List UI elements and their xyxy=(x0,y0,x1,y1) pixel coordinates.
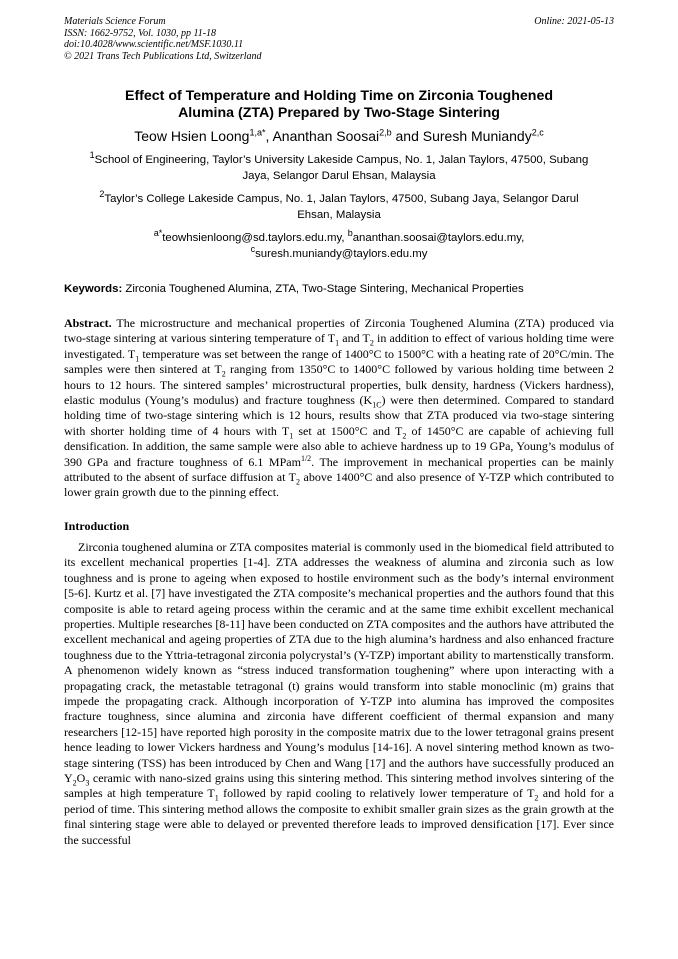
subscript: 1 xyxy=(135,354,140,364)
body-text: ceramic with nano-sized grains using this sintering method. This sintering method involves sintering of the samples at high temperature T xyxy=(64,770,614,801)
subscript: 1 xyxy=(335,338,340,348)
affiliation-1 xyxy=(64,150,614,184)
author-affiliation-mark: 2,c xyxy=(531,127,544,138)
introduction-paragraph xyxy=(64,540,614,848)
journal-doi[interactable]: doi:10.4028/www.scientific.net/MSF.1030.11 xyxy=(64,39,244,50)
subscript: 2 xyxy=(534,793,539,803)
email-link[interactable]: teowhsienloong@sd.taylors.edu.my, xyxy=(162,232,348,244)
abstract-text: ) were then determined. Compared to standard holding time of two-stage sintering which is 12 hours, results show that ZTA produced via two-stage sintering with shorter holding time of 4 hours with T xyxy=(64,393,615,438)
body-text: and hold for a period of time. This sintering method allows the composite to exhibit smaller grain sizes as the grain growth at the final sintering stage were able to delayed or prevented therefore leads to improved densification [17]. Ever since the successful xyxy=(64,786,614,847)
email-mark: c xyxy=(250,243,256,254)
subscript: 2 xyxy=(72,778,77,788)
abstract-label: Abstract. xyxy=(64,316,112,330)
journal-name: Materials Science Forum xyxy=(64,16,166,27)
subscript: 2 xyxy=(402,431,407,441)
keywords xyxy=(64,282,614,297)
keywords-label: Keywords: xyxy=(64,283,123,295)
section-heading-introduction: Introduction xyxy=(64,518,130,533)
keywords-text: Zirconia Toughened Alumina, ZTA, Two-Stage Sintering, Mechanical Properties xyxy=(122,283,524,295)
author-list xyxy=(64,128,614,145)
affiliation-mark: 2 xyxy=(99,189,105,200)
subscript: 3 xyxy=(85,778,90,788)
paper-title xyxy=(64,88,614,122)
subscript: 2 xyxy=(369,338,374,348)
email-link[interactable]: ananthan.soosai@taylors.edu.my, xyxy=(352,232,525,244)
subscript: 1 xyxy=(289,431,294,441)
subscript: 2 xyxy=(221,369,226,379)
abstract-text: and T xyxy=(339,331,370,346)
affiliation-text: School of Engineering, Taylor’s University Lakeside Campus, No. 1, Jalan Taylors, 47500, Subang Jaya, Selangor Darul Ehsan, Malaysia xyxy=(94,154,589,182)
abstract-text: . The improvement in mechanical properties can be mainly attributed to the absent of surface diffusion at T xyxy=(64,454,615,485)
author-affiliation-mark: 2,b xyxy=(379,127,392,138)
email-link[interactable]: suresh.muniandy@taylors.edu.my xyxy=(255,247,428,260)
body-text: O xyxy=(76,770,86,785)
abstract-text: set at 1500°C and T xyxy=(293,423,403,438)
abstract-text: ranging from 1350°C to 1400°C followed by various holding time between 2 hours to 12 hours. The sintered samples’ microstructural properties, bulk density, hardness (Vickers hardness), elastic modulus (Young’s modulus) and fracture toughness (K xyxy=(64,362,614,408)
abstract-text: temperature was set between the range of 1400°C to 1500°C with a heating rate of 20°C/min. The samples were then sintered at T xyxy=(64,346,614,377)
subscript: 1 xyxy=(214,793,219,803)
author-name: Suresh Muniandy xyxy=(422,128,532,144)
body-text: followed by rapid cooling to relatively lower temperature of T xyxy=(218,786,535,801)
abstract xyxy=(64,316,614,501)
journal-issn: ISSN: 1662-9752, Vol. 1030, pp 11-18 xyxy=(64,27,217,39)
email-mark: b xyxy=(347,228,353,239)
author-emails xyxy=(64,228,614,262)
author-separator: and xyxy=(391,128,423,144)
affiliation-mark: 1 xyxy=(89,150,95,161)
online-date: Online: 2021-05-13 xyxy=(534,16,614,27)
title-line-1: Effect of Temperature and Holding Time on Zirconia Toughened xyxy=(124,88,553,104)
abstract-text: of 1450°C are capable of achieving full densification. In addition, the same sample were also able to achieve hardness up to 19 GPa, Young’s modulus of 390 GPa and fracture toughness of 6.1 MPam xyxy=(64,423,614,469)
abstract-text: The microstructure and mechanical properties of Zirconia Toughened Alumina (ZTA) produced via two-stage sintering at various sintering temperature of T xyxy=(64,316,614,346)
affiliation-2 xyxy=(64,189,614,223)
author-name: Teow Hsien Loong xyxy=(134,128,250,144)
journal-header xyxy=(64,16,614,62)
author-name: Ananthan Soosai xyxy=(272,128,380,144)
abstract-text: above 1400°C and also presence of Y-TZP which contributed to lower grain growth due to the pinning effect. xyxy=(64,470,614,500)
author-affiliation-mark: 1,a* xyxy=(249,127,266,138)
body-text: Zirconia toughened alumina or ZTA composites material is commonly used in the biomedical field attributed to its excellent mechanical properties [1-4]. ZTA addresses the weakness of alumina and zirconia such as low toughness and is prone to ageing when exposed to hostile environment such as the body’s internal environment [5-6]. Kurtz et al. [7] have investigated the ZTA composite’s mechanical properties and the authors found that this composite is able to retard ageing process within the ceramic and at the same time exhibit excellent mechanical properties. Multiple researches [8-11] have been conducted on ZTA composites and the authors have attributed the excellent mechanical and ageing properties of ZTA due to the high alumina’s hardness and also enhanced fracture toughness due to the Yttria-tetragonal zirconia polycrystal’s (Y-TZP) important ability to martenstically transform. A phenomenon widely known as “stress induced transformation toughening” where upon interacting with a propagating crack, the metastable tetragonal (t) grains would transform into stable monoclinic (m) grains that impede the propagating crack. Although incorporation of Y-TZP into alumina has improved the composites fracture toughness, since alumina and zirconia have different coefficient of thermal expansion and many researchers [12-15] have reported high porosity in the composite matrix due to the lower tetragonal grains present hence leading to lower Vickers hardness and Young’s modulus [14-16]. A novel sintering method known as two-stage sintering (TSS) has been introduced by Chen and Wang [17] and the authors have successfully produced an Y xyxy=(64,539,614,785)
affiliation-text: Taylor’s College Lakeside Campus, No. 1, Jalan Taylors, 47500, Subang Jaya, Selangor Darul Ehsan, Malaysia xyxy=(104,193,579,221)
author-separator: , xyxy=(265,128,273,144)
subscript: 2 xyxy=(296,477,301,487)
superscript: 1/2 xyxy=(300,453,312,463)
abstract-text: in addition to effect of various holding time were investigated. T xyxy=(64,331,614,361)
subscript: 1C xyxy=(372,400,382,410)
journal-copyright: © 2021 Trans Tech Publications Ltd, Switzerland xyxy=(64,50,262,62)
email-mark: a* xyxy=(153,228,163,239)
title-line-2: Alumina (ZTA) Prepared by Two-Stage Sintering xyxy=(178,105,500,121)
